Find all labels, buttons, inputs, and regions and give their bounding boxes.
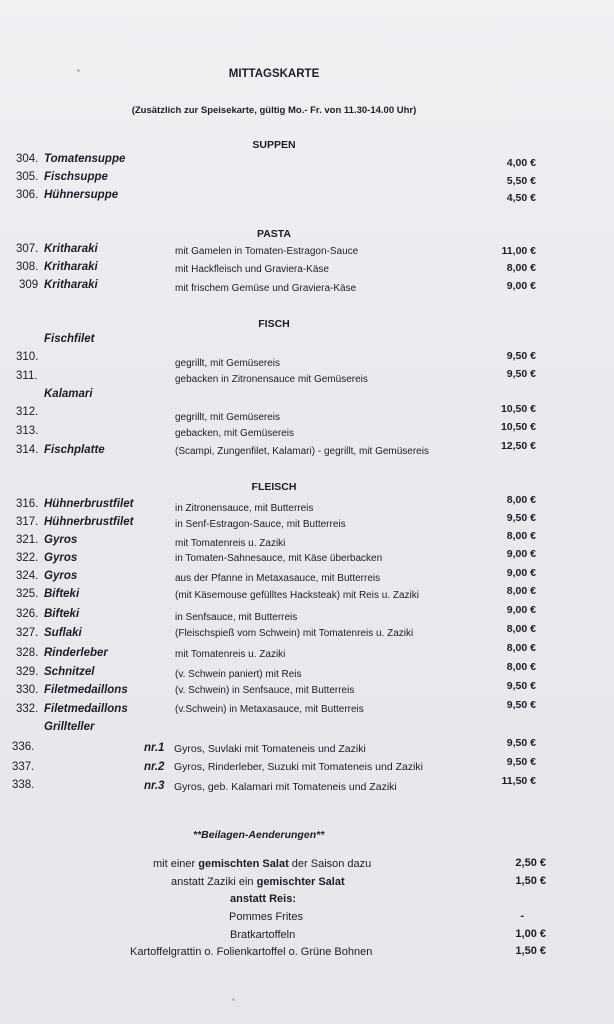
item-number: 322.	[16, 552, 39, 564]
item-price: 11,00 €	[501, 245, 536, 257]
dish-name: Gyros	[44, 570, 78, 582]
dish-description: gebacken, mit Gemüsereis	[175, 428, 294, 439]
item-price: 5,50 €	[506, 175, 536, 187]
dish-description: mit Tomatenreis u. Zaziki	[175, 649, 286, 660]
paper-speck	[232, 998, 235, 1001]
dish-description: mit Gamelen in Tomaten-Estragon-Sauce	[175, 246, 359, 257]
dish-description: Gyros, Suvlaki mit Tomateneis und Zaziki	[174, 743, 366, 755]
dish-name: Gyros	[44, 552, 78, 564]
item-price: 9,50 €	[506, 680, 536, 692]
dish-description: gegrillt, mit Gemüsereis	[175, 412, 281, 423]
section-heading-fleisch: FLEISCH	[251, 481, 297, 493]
item-number: 328.	[16, 647, 39, 659]
dish-description: mit frischem Gemüse und Graviera-Käse	[175, 283, 357, 294]
item-number: 329.	[16, 666, 39, 678]
item-number: 336.	[12, 741, 35, 753]
item-price: 9,50 €	[506, 756, 536, 768]
item-number: 317.	[16, 516, 39, 528]
dish-name: Bifteki	[44, 588, 80, 600]
item-price: 8,00 €	[506, 623, 536, 635]
dish-description: in Senf-Estragon-Sauce, mit Butterreis	[175, 519, 346, 530]
dish-description: (v. Schwein paniert) mit Reis	[175, 669, 302, 680]
dish-description: Gyros, Rinderleber, Suzuki mit Tomateneis und Zaziki	[174, 761, 423, 773]
item-number: 313.	[16, 425, 39, 437]
dish-name: Suflaki	[44, 627, 82, 639]
dish-description: in Tomaten-Sahnesauce, mit Käse überbacken	[175, 553, 383, 564]
dish-name: Hühnersuppe	[44, 189, 119, 201]
item-price: 9,00 €	[506, 604, 536, 616]
beilagen-bratkartoffeln: Bratkartoffeln	[230, 929, 296, 941]
grill-plate-number: nr.2	[144, 761, 165, 773]
page-subtitle: (Zusätzlich zur Speisekarte, gültig Mo.- Fr. von 11.30-14.00 Uhr)	[131, 105, 417, 116]
item-price: 8,00 €	[506, 661, 536, 673]
item-price: 9,50 €	[506, 737, 536, 749]
item-price: 8,00 €	[506, 530, 536, 542]
item-price: 9,50 €	[506, 368, 536, 380]
beilagen-zaziki-bold: gemischter Salat	[256, 876, 345, 888]
subheading-kalamari: Kalamari	[44, 388, 93, 400]
item-price: 8,00 €	[506, 642, 536, 654]
dish-description: (v.Schwein) in Metaxasauce, mit Butterreis	[175, 704, 364, 715]
dish-description: in Zitronensauce, mit Butterreis	[175, 503, 314, 514]
dish-description: in Senfsauce, mit Butterreis	[175, 612, 298, 623]
dish-name: Hühnerbrustfilet	[44, 516, 134, 528]
dish-name: Kritharaki	[44, 261, 98, 273]
grill-plate-number: nr.1	[144, 742, 165, 754]
item-number: 312.	[16, 406, 39, 418]
item-price: 11,50 €	[501, 775, 536, 787]
item-price: 2,50 €	[515, 857, 546, 869]
item-price: 4,00 €	[506, 157, 536, 169]
item-price: 9,00 €	[506, 567, 536, 579]
item-number: 305.	[16, 171, 39, 183]
dish-name: Schnitzel	[44, 666, 95, 678]
item-price: 1,50 €	[515, 875, 546, 887]
item-number: 326.	[16, 608, 39, 620]
dish-name: Rinderleber	[44, 647, 108, 659]
page-title: MITTAGSKARTE	[228, 68, 320, 80]
subheading-fischfilet: Fischfilet	[44, 333, 95, 345]
item-price: 10,50 €	[500, 421, 536, 433]
item-price: 8,00 €	[506, 494, 536, 506]
item-number: 311.	[16, 370, 38, 382]
beilagen-zaziki-line	[171, 876, 345, 888]
item-number: 330.	[16, 684, 39, 696]
dish-description: (mit Käsemouse gefülltes Hacksteak) mit Reis u. Zaziki	[175, 590, 419, 601]
dish-name: Hühnerbrustfilet	[44, 498, 134, 510]
beilagen-reis-heading: anstatt Reis:	[230, 893, 297, 905]
dish-description: (Scampi, Zungenfilet, Kalamari) - gegrillt, mit Gemüsereis	[175, 446, 429, 457]
dish-name: Kritharaki	[44, 279, 98, 291]
section-heading-suppen: SUPPEN	[252, 139, 296, 151]
item-number: 324.	[16, 570, 39, 582]
dish-name: Fischplatte	[44, 444, 105, 456]
dish-name: Fischsuppe	[44, 171, 108, 183]
dish-description: (Fleischspieß vom Schwein) mit Tomatenreis u. Zaziki	[175, 628, 414, 639]
item-number: 309	[19, 279, 39, 291]
item-number: 327.	[16, 627, 39, 639]
item-number: 321.	[16, 534, 39, 546]
dish-description: gebacken in Zitronensauce mit Gemüsereis	[175, 374, 368, 385]
grill-plate-number: nr.3	[144, 780, 165, 792]
beilagen-pommes: Pommes Frites	[229, 911, 303, 923]
item-number: 314.	[16, 444, 39, 456]
dish-name: Gyros	[44, 534, 78, 546]
item-number: 338.	[12, 779, 35, 791]
subheading-grillteller: Grillteller	[44, 721, 95, 733]
item-price: 9,50 €	[506, 512, 536, 524]
dish-description: aus der Pfanne in Metaxasauce, mit Butterreis	[175, 573, 381, 584]
item-number: 306.	[16, 189, 39, 201]
dish-description: Gyros, geb. Kalamari mit Tomateneis und Zaziki	[174, 781, 397, 793]
beilagen-salat-line	[153, 858, 371, 870]
item-price: 9,00 €	[506, 280, 536, 292]
item-price: 1,00 €	[515, 928, 546, 940]
item-number: 332.	[16, 703, 39, 715]
dish-name: Tomatensuppe	[44, 153, 126, 165]
item-number: 308.	[16, 261, 39, 273]
dish-name: Bifteki	[44, 608, 80, 620]
beilagen-salat-bold: gemischten Salat	[198, 858, 289, 870]
section-heading-fisch: FISCH	[258, 318, 290, 330]
item-number: 337.	[12, 761, 35, 773]
item-number: 304.	[16, 153, 39, 165]
item-price: -	[520, 910, 524, 922]
item-price: 9,00 €	[506, 548, 536, 560]
item-number: 325.	[16, 588, 39, 600]
item-number: 310.	[16, 351, 39, 363]
item-price: 4,50 €	[506, 192, 536, 204]
beilagen-salat-post: der Saison dazu	[288, 858, 372, 870]
dish-description: mit Hackfleisch und Graviera-Käse	[175, 264, 329, 275]
item-price: 8,00 €	[506, 585, 536, 597]
beilagen-heading: **Beilagen-Aenderungen**	[193, 829, 325, 841]
dish-description: gegrillt, mit Gemüsereis	[175, 358, 281, 369]
beilagen-zaziki-pre: anstatt Zaziki ein	[171, 876, 257, 888]
beilagen-salat-pre: mit einer	[153, 858, 199, 870]
dish-name: Kritharaki	[44, 243, 98, 255]
item-price: 12,50 €	[500, 440, 536, 452]
item-price: 9,50 €	[506, 699, 536, 711]
beilagen-kartoffel: Kartoffelgrattin o. Folienkartoffel o. Grüne Bohnen	[130, 946, 373, 958]
section-heading-pasta: PASTA	[256, 228, 292, 240]
item-price: 1,50 €	[515, 945, 546, 957]
item-price: 9,50 €	[506, 350, 536, 362]
dish-name: Filetmedaillons	[44, 703, 128, 715]
item-number: 316.	[16, 498, 39, 510]
dish-description: (v. Schwein) in Senfsauce, mit Butterreis	[175, 685, 355, 696]
item-price: 8,00 €	[506, 262, 536, 274]
item-number: 307.	[16, 243, 39, 255]
item-price: 10,50 €	[500, 403, 536, 415]
dish-description: mit Tomatenreis u. Zaziki	[175, 538, 286, 549]
dish-name: Filetmedaillons	[44, 684, 128, 696]
